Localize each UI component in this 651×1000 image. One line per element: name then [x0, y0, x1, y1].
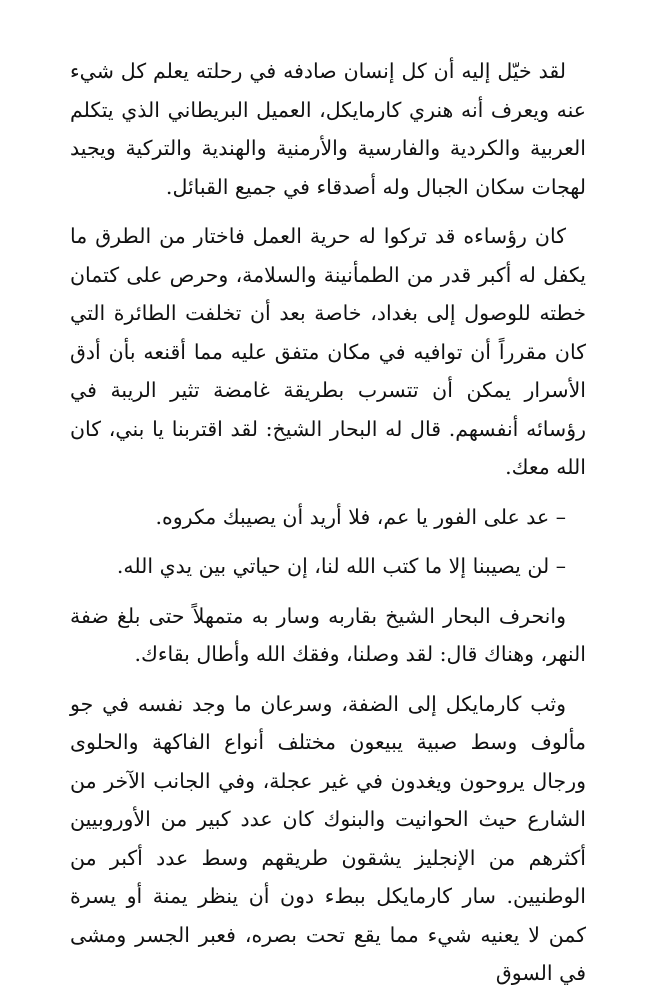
paragraph-2: كان رؤساءه قد تركوا له حرية العمل فاختار من الطرق ما يكفل له أكبر قدر من الطمأنينة والسلامة، وحرص على كتمان خطته للوصول إلى بغداد، خاصة بعد أن تخلفت الطائرة التي كان مقرراً أن توافيه في مكان متفق عليه مما أقنعه بأن أدق الأسرار يمكن أن تتسرب بطريقة غامضة تثير الريبة في رؤسائه أنفسهم. قال له البحار الشيخ: لقد اقتربنا يا بني، كان الله معك. [70, 224, 586, 479]
dialogue-line-1: – عد على الفور يا عم، فلا أريد أن يصيبك مكروه. [155, 504, 566, 529]
paragraph-1: لقد خيّل إليه أن كل إنسان صادفه في رحلته يعلم كل شيء عنه ويعرف أنه هنري كارمايكل، العميل البريطاني الذي يتكلم العربية والكردية والفارسية والأرمنية والهندية والتركية ويجيد لهجات سكان الجبال وله أصدقاء في جميع القبائل. [70, 59, 586, 199]
book-page [70, 52, 586, 993]
dialogue-line-2: – لن يصيبنا إلا ما كتب الله لنا، إن حياتي بين يدي الله. [116, 554, 566, 578]
paragraph-4: وثب كارمايكل إلى الضفة، وسرعان ما وجد نفسه في جو مألوف وسط صبية يبيعون مختلف أنواع الفاكهة والحلوى ورجال يروحون ويغدون في غير عجلة، وفي الجانب الآخر من الشارع حيث الحوانيت والبنوك كان عدد كبير من الأوروبيين أكثرهم من الإنجليز يشقون طريقهم وسط عدد أكبر من الوطنيين. سار كارمايكل ببطء دون أن ينظر يمنة أو يسرة كمن لا يعنيه شيء مما يقع تحت بصره، فعبر الجسر ومشى في السوق [70, 691, 586, 985]
paragraph-3: وانحرف البحار الشيخ بقاربه وسار به متمهلاً حتى بلغ ضفة النهر، وهناك قال: لقد وصلنا، وفقك الله وأطال بقاءك. [70, 603, 586, 666]
